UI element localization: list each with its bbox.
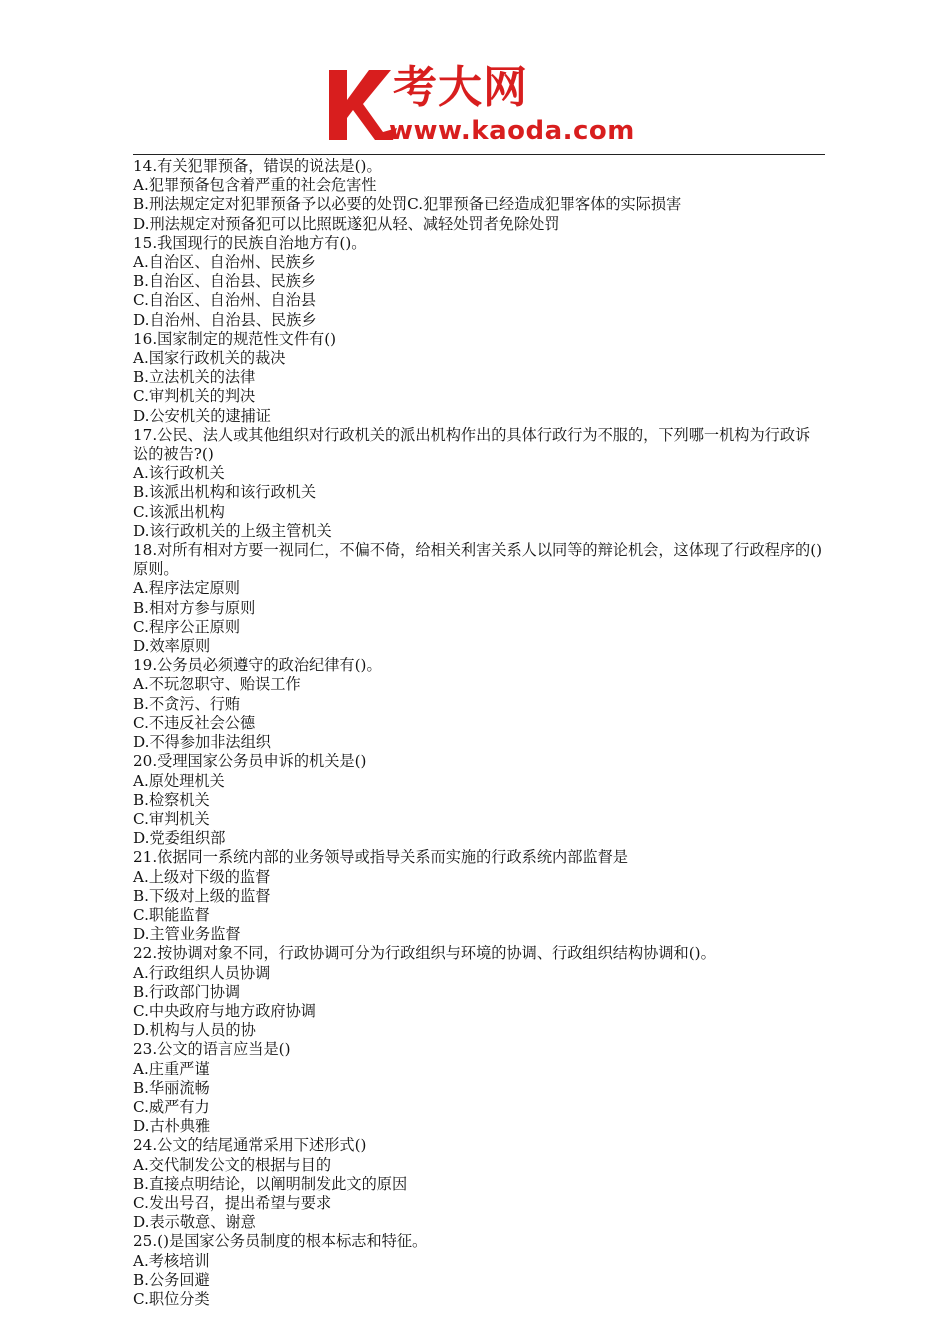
question-22: 22.按协调对象不同，行政协调可分为行政组织与环境的协调、行政组织结构协调和()。 [133, 944, 716, 963]
option-line: B.下级对上级的监督 [133, 886, 271, 905]
option-line: B.检察机关 [133, 790, 210, 809]
option-line: D.自治州、自治县、民族乡 [133, 310, 317, 329]
question-17: 17.公民、法人或其他组织对行政机关的派出机构作出的具体行政行为不服的，下列哪一机构为行政诉讼的被告?() [133, 425, 811, 464]
option-line: D.刑法规定对预备犯可以比照既遂犯从轻、减轻处罚者免除处罚 [133, 214, 560, 233]
option-line: C.中央政府与地方政府协调 [133, 1001, 316, 1020]
option-line: D.不得参加非法组织 [133, 733, 271, 752]
option-line: C.威严有力 [133, 1097, 210, 1116]
option-line: B.公务回避 [133, 1270, 210, 1289]
option-line: A.原处理机关 [133, 771, 225, 790]
option-line: A.自治区、自治州、民族乡 [133, 253, 316, 272]
option-line: C.审判机关 [133, 809, 210, 828]
question-21: 21.依据同一系统内部的业务领导或指导关系而实施的行政系统内部监督是 [133, 848, 628, 867]
option-line: D.党委组织部 [133, 829, 226, 848]
option-line: B.自治区、自治县、民族乡 [133, 272, 317, 291]
option-line: D.效率原则 [133, 637, 211, 656]
option-line: B.华丽流畅 [133, 1078, 210, 1097]
option-line: A.行政组织人员协调 [133, 963, 271, 982]
option-line: A.考核培训 [133, 1251, 210, 1270]
option-line: A.国家行政机关的裁决 [133, 349, 286, 368]
option-line: C.不违反社会公德 [133, 713, 256, 732]
question-14: 14.有关犯罪预备，错误的说法是()。 [133, 157, 382, 175]
option-line: D.公安机关的逮捕证 [133, 406, 271, 425]
question-20: 20.受理国家公务员申诉的机关是() [133, 752, 367, 771]
option-line: A.上级对下级的监督 [133, 867, 271, 886]
option-line: C.职能监督 [133, 905, 210, 924]
option-line: B.相对方参与原则 [133, 598, 256, 617]
option-line: A.交代制发公文的根据与目的 [133, 1155, 332, 1174]
option-line: C.程序公正原则 [133, 617, 241, 636]
option-line: A.不玩忽职守、贻误工作 [133, 675, 301, 694]
option-line: D.该行政机关的上级主管机关 [133, 521, 332, 540]
option-line: B.不贪污、行贿 [133, 694, 241, 713]
option-line: C.职位分类 [133, 1289, 210, 1308]
option-line: D.古朴典雅 [133, 1117, 211, 1136]
document-body [133, 157, 823, 1309]
option-line: C.自治区、自治州、自治县 [133, 291, 316, 310]
question-23: 23.公文的语言应当是() [133, 1040, 291, 1059]
option-line: C.发出号召，提出希望与要求 [133, 1193, 332, 1212]
question-24: 24.公文的结尾通常采用下述形式() [133, 1136, 367, 1155]
option-line: B.直接点明结论，以阐明制发此文的原因 [133, 1174, 408, 1193]
question-15: 15.我国现行的民族自治地方有()。 [133, 233, 367, 252]
question-25: 25.()是国家公务员制度的根本标志和特征。 [133, 1232, 428, 1251]
kaoda-logo [325, 62, 645, 154]
question-16: 16.国家制定的规范性文件有() [133, 329, 337, 348]
option-line: B.该派出机构和该行政机关 [133, 483, 317, 502]
option-line: C.该派出机构 [133, 502, 225, 521]
logo-url: www.kaoda.com [389, 116, 635, 146]
option-line: B.行政部门协调 [133, 982, 241, 1001]
option-line: D.表示敬意、谢意 [133, 1213, 256, 1232]
logo-title: 考大网 [393, 62, 528, 113]
question-18: 18.对所有相对方要一视同仁，不偏不倚，给相关利害关系人以同等的辩论机会，这体现了行政程序的()原则。 [133, 541, 823, 579]
option-line: C.审判机关的判决 [133, 387, 256, 406]
option-line: D.主管业务监督 [133, 925, 241, 944]
header-divider [133, 154, 825, 155]
option-line: B.立法机关的法律 [133, 368, 256, 387]
option-line: A.犯罪预备包含着严重的社会危害性 [133, 176, 377, 195]
question-19: 19.公务员必须遵守的政治纪律有()。 [133, 656, 382, 675]
option-line: A.程序法定原则 [133, 579, 240, 598]
option-line: D.机构与人员的协 [133, 1021, 256, 1040]
k-logo-icon [325, 66, 399, 142]
option-line: A.庄重严谨 [133, 1059, 210, 1078]
option-line: B.刑法规定定对犯罪预备予以必要的处罚C.犯罪预备已经造成犯罪客体的实际损害 [133, 195, 682, 214]
option-line: A.该行政机关 [133, 464, 225, 483]
